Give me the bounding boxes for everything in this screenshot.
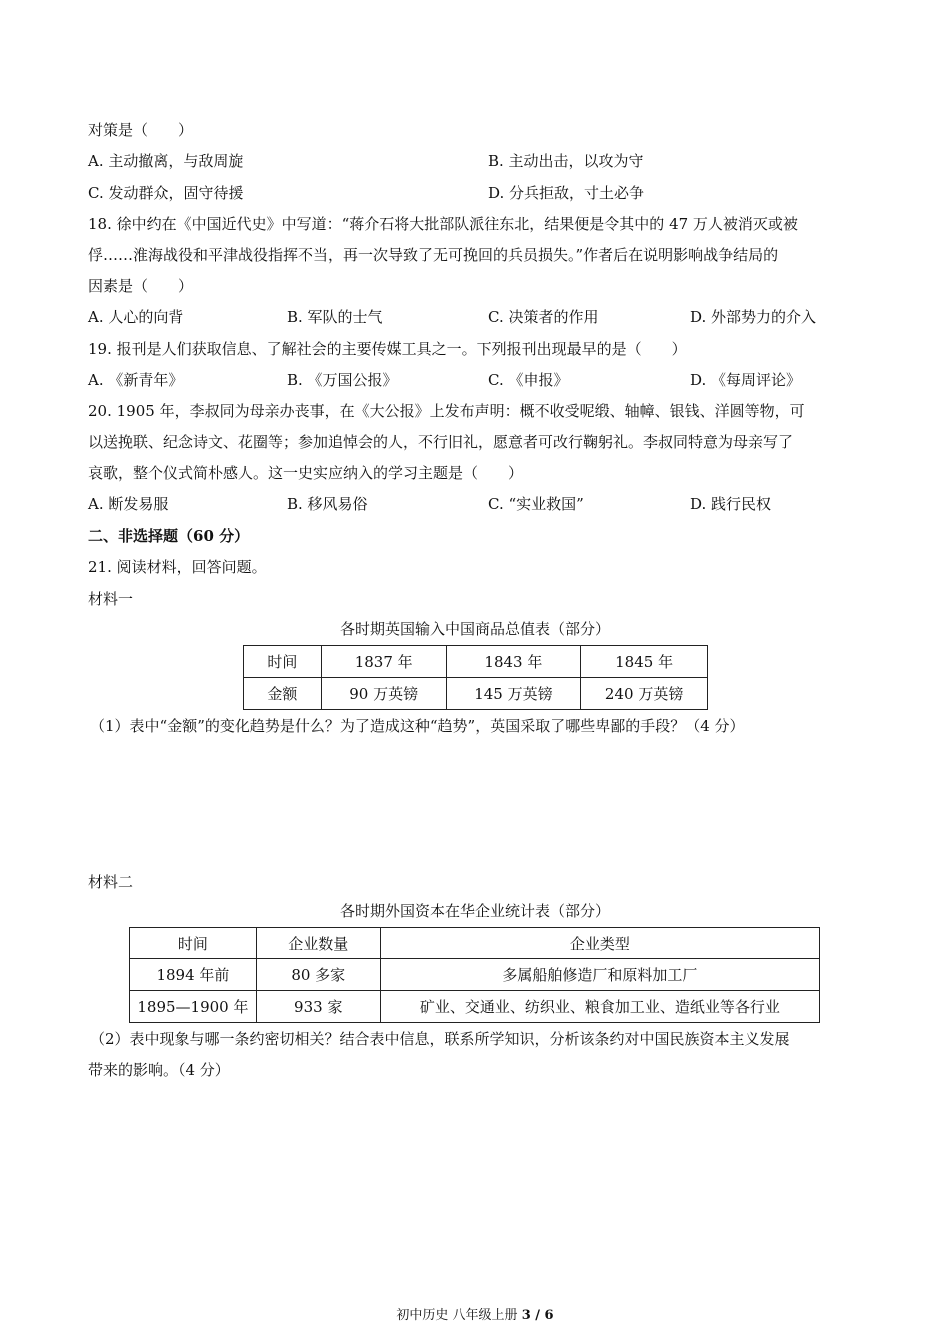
q20-option-c: C. “实业救国” [488, 495, 584, 513]
table-row [244, 646, 708, 678]
table-row [244, 678, 708, 710]
table-cell: 矿业、交通业、纺织业、粮食加工业、造纸业等各行业 [380, 991, 819, 1023]
material1-caption: 各时期英国输入中国商品总值表（部分） [339, 620, 610, 638]
table-cell: 企业数量 [256, 928, 380, 959]
q19-options [0, 370, 950, 390]
table-cell: 1843 年 [446, 646, 581, 678]
table-cell: 企业类型 [380, 928, 819, 959]
table-cell: 240 万英镑 [581, 678, 708, 710]
q17-option-b: B. 主动出击，以攻为守 [488, 152, 644, 170]
q18-options [0, 307, 950, 327]
table-cell: 时间 [244, 646, 322, 678]
q19-option-c: C. 《申报》 [488, 371, 569, 389]
q19-option-b: B. 《万国公报》 [287, 371, 398, 389]
q17-option-d: D. 分兵拒敌，寸土必争 [488, 184, 645, 202]
footer-text: 初中历史 八年级上册 [396, 1308, 522, 1323]
material1-label: 材料一 [88, 590, 134, 608]
q18-line-1: 18. 徐中约在《中国近代史》中写道：“蒋介石将大批部队派往东北，结果便是令其中的 47 万人被消灭或被 [88, 215, 798, 233]
table-cell: 1895—1900 年 [130, 991, 257, 1023]
table-cell: 933 家 [256, 991, 380, 1023]
material2-caption: 各时期外国资本在华企业统计表（部分） [339, 902, 610, 920]
q18-line-2: 俘……淮海战役和平津战役指挥不当，再一次导致了无可挽回的兵员损失。”作者后在说明影响战争结局的 [88, 246, 779, 264]
q20-option-d: D. 践行民权 [690, 495, 772, 513]
q18-line-3: 因素是（ ） [88, 277, 194, 295]
table-row [130, 959, 820, 991]
table-row [130, 928, 820, 959]
table-cell: 1837 年 [321, 646, 446, 678]
table-cell: 90 万英镑 [321, 678, 446, 710]
table-cell: 多属船舶修造厂和原料加工厂 [380, 959, 819, 991]
q21-sub1-question: （1）表中“金额”的变化趋势是什么？为了造成这种“趋势”，英国采取了哪些卑鄙的手段？（4 分） [90, 717, 745, 735]
table-cell: 80 多家 [256, 959, 380, 991]
page-number: 3 / 6 [521, 1308, 554, 1323]
section-title: 二、非选择题（60 分） [88, 527, 250, 545]
table-cell: 金额 [244, 678, 322, 710]
q20-options [0, 494, 950, 514]
table-row [130, 991, 820, 1023]
table-cell: 1845 年 [581, 646, 708, 678]
table-cell: 145 万英镑 [446, 678, 581, 710]
material2-table [129, 927, 820, 1023]
q17-option-a: A. 主动撤离，与敌周旋 [88, 152, 244, 170]
q19-option-d: D. 《每周评论》 [690, 371, 802, 389]
material1-table [243, 645, 708, 710]
q21-sub2-question-line-2: 带来的影响。（4 分） [88, 1061, 230, 1079]
material2-label: 材料二 [88, 873, 134, 891]
q21-sub2-question-line-1: （2）表中现象与哪一条约密切相关？结合表中信息，联系所学知识，分析该条约对中国民族资本主义发展 [90, 1030, 790, 1048]
table-cell: 时间 [130, 928, 257, 959]
page-footer [0, 1304, 950, 1323]
q20-option-a: A. 断发易服 [88, 495, 169, 513]
q21-stem: 21. 阅读材料，回答问题。 [88, 558, 267, 576]
q18-option-b: B. 军队的士气 [287, 308, 383, 326]
q19-option-a: A. 《新青年》 [88, 371, 184, 389]
q20-line-2: 以送挽联、纪念诗文、花圈等；参加追悼会的人，不行旧礼，愿意者可改行鞠躬礼。李叔同特意为母亲写了 [88, 433, 794, 451]
q18-option-d: D. 外部势力的介入 [690, 308, 817, 326]
q20-option-b: B. 移风易俗 [287, 495, 368, 513]
table-cell: 1894 年前 [130, 959, 257, 991]
q18-option-a: A. 人心的向背 [88, 308, 184, 326]
q18-option-c: C. 决策者的作用 [488, 308, 599, 326]
q17-option-c: C. 发动群众，固守待援 [88, 184, 244, 202]
q20-line-3: 哀歌，整个仪式简朴感人。这一史实应纳入的学习主题是（ ） [88, 464, 524, 482]
q19-stem: 19. 报刊是人们获取信息、了解社会的主要传媒工具之一。下列报刊出现最早的是（ ） [88, 340, 687, 358]
q17-stem-end: 对策是（ ） [88, 121, 194, 139]
q20-line-1: 20. 1905 年，李叔同为母亲办丧事，在《大公报》上发布声明：概不收受呢缎、轴幛、银钱、洋圆等物，可 [88, 402, 805, 420]
